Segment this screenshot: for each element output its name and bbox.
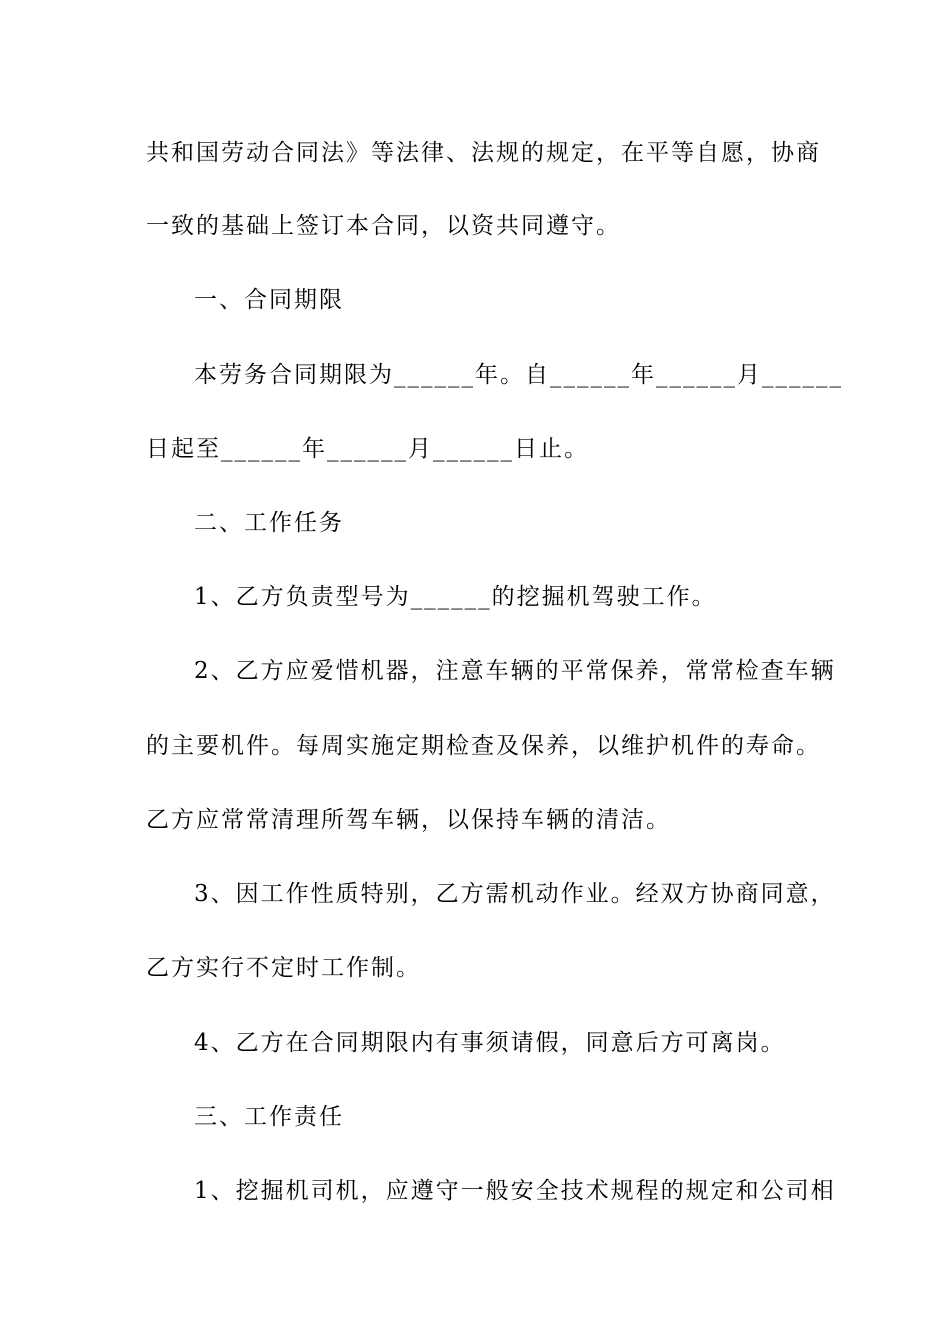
section-heading-contract-term: 一、合同期限: [194, 287, 344, 313]
section-heading-work-tasks: 二、工作任务: [194, 510, 344, 536]
text-line-1: 共和国劳动合同法》等法律、法规的规定，在平等自愿，协商: [146, 140, 821, 166]
text-line-term-2: 日起至______年______月______日止。: [146, 436, 589, 462]
text-line-2: 一致的基础上签订本合同，以资共同遵守。: [146, 213, 621, 239]
text-line-term-1: 本劳务合同期限为______年。自______年______月______: [194, 362, 843, 388]
text-line-responsibility-1: 1、挖掘机司机，应遵守一般安全技术规程的规定和公司相: [194, 1178, 836, 1204]
text-line-task-2-cont-2: 乙方应常常清理所驾车辆，以保持车辆的清洁。: [146, 807, 671, 833]
text-line-task-2: 2、乙方应爱惜机器，注意车辆的平常保养，常常检查车辆: [194, 658, 836, 684]
text-line-task-2-cont: 的主要机件。每周实施定期检查及保养，以维护机件的寿命。: [146, 733, 821, 759]
text-line-task-4: 4、乙方在合同期限内有事须请假，同意后方可离岗。: [194, 1030, 786, 1056]
text-line-task-3-cont: 乙方实行不定时工作制。: [146, 955, 421, 981]
text-line-task-1: 1、乙方负责型号为______的挖掘机驾驶工作。: [194, 584, 717, 610]
section-heading-work-responsibility: 三、工作责任: [194, 1104, 344, 1130]
text-line-task-3: 3、因工作性质特别，乙方需机动作业。经双方协商同意，: [194, 881, 836, 907]
